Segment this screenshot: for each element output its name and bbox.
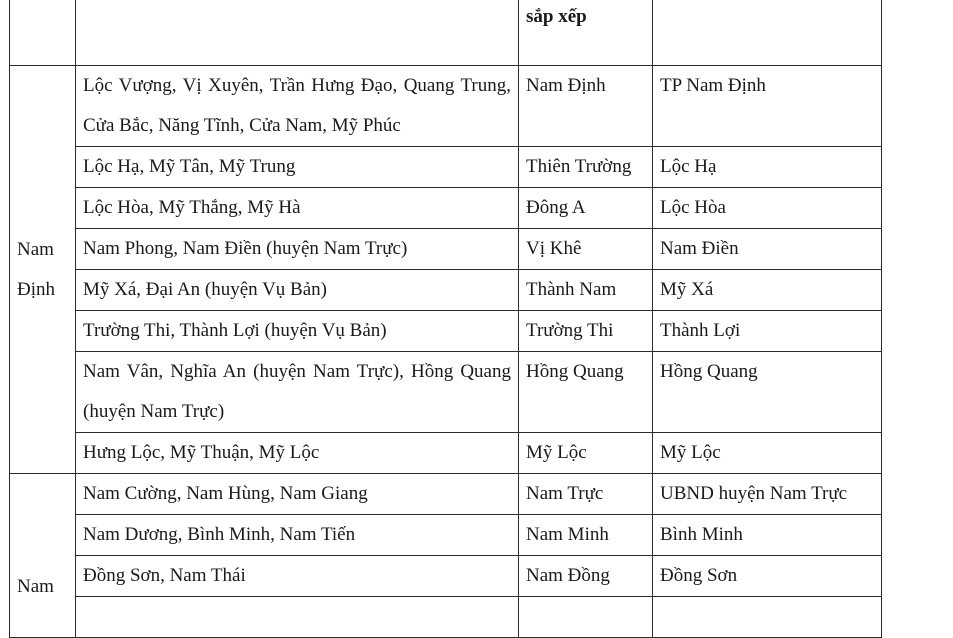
center-cell: UBND huyện Nam Trực: [653, 474, 882, 515]
table-row: [10, 556, 882, 597]
center-cell: Nam Điền: [653, 229, 882, 270]
new-unit-cell: Thiên Trường: [519, 147, 653, 188]
new-unit-cell: Nam Minh: [519, 515, 653, 556]
merged-units-cell: Trường Thi, Thành Lợi (huyện Vụ Bản): [76, 311, 519, 352]
merged-units-cell: Đồng Sơn, Nam Thái: [76, 556, 519, 597]
center-cell: Mỹ Lộc: [653, 433, 882, 474]
center-cell: Bình Minh: [653, 515, 882, 556]
merged-units-cell: [76, 597, 519, 638]
new-unit-cell: Thành Nam: [519, 270, 653, 311]
new-unit-cell: Nam Trực: [519, 474, 653, 515]
center-cell: Hồng Quang: [653, 352, 882, 433]
new-unit-cell: Trường Thi: [519, 311, 653, 352]
new-unit-cell: Nam Đồng: [519, 556, 653, 597]
header-sort-text: sắp xếp: [526, 6, 587, 27]
merged-units-cell: Hưng Lộc, Mỹ Thuận, Mỹ Lộc: [76, 433, 519, 474]
table-row: [10, 474, 882, 515]
header-cell-merged: [76, 0, 519, 66]
province-name: Nam Định: [17, 238, 55, 300]
center-cell: Lộc Hạ: [653, 147, 882, 188]
center-cell: Đồng Sơn: [653, 556, 882, 597]
table-row: [10, 597, 882, 638]
header-cell-sort: [519, 0, 653, 66]
table-row: [10, 270, 882, 311]
table-row: [10, 66, 882, 147]
province-cell: [10, 474, 76, 638]
province-cell: [10, 66, 76, 474]
merged-units-cell: Nam Cường, Nam Hùng, Nam Giang: [76, 474, 519, 515]
new-unit-cell: Đông A: [519, 188, 653, 229]
merged-units-cell: Mỹ Xá, Đại An (huyện Vụ Bản): [76, 270, 519, 311]
new-unit-cell: [519, 597, 653, 638]
merged-units-cell: Lộc Hạ, Mỹ Tân, Mỹ Trung: [76, 147, 519, 188]
center-cell: Mỹ Xá: [653, 270, 882, 311]
table-header-row: [10, 0, 882, 66]
table-row: [10, 433, 882, 474]
new-unit-cell: Nam Định: [519, 66, 653, 147]
table-row: [10, 352, 882, 433]
header-cell-center: [653, 0, 882, 66]
new-unit-cell: Mỹ Lộc: [519, 433, 653, 474]
center-cell: TP Nam Định: [653, 66, 882, 147]
table-row: [10, 229, 882, 270]
center-cell: [653, 597, 882, 638]
header-cell-province: [10, 0, 76, 66]
merged-units-cell: Nam Vân, Nghĩa An (huyện Nam Trực), Hồng Quang (huyện Nam Trực): [76, 352, 519, 433]
new-unit-cell: Vị Khê: [519, 229, 653, 270]
table-row: [10, 147, 882, 188]
merged-units-cell: Nam Dương, Bình Minh, Nam Tiến: [76, 515, 519, 556]
new-unit-cell: Hồng Quang: [519, 352, 653, 433]
merged-units-cell: Nam Phong, Nam Điền (huyện Nam Trực): [76, 229, 519, 270]
province-name: Nam: [17, 576, 54, 597]
merged-units-cell: Lộc Vượng, Vị Xuyên, Trần Hưng Đạo, Quang Trung, Cửa Bắc, Năng Tĩnh, Cửa Nam, Mỹ Phúc: [76, 66, 519, 147]
table-row: [10, 311, 882, 352]
table-row: [10, 515, 882, 556]
center-cell: Lộc Hòa: [653, 188, 882, 229]
merged-units-cell: Lộc Hòa, Mỹ Thắng, Mỹ Hà: [76, 188, 519, 229]
center-cell: Thành Lợi: [653, 311, 882, 352]
table-row: [10, 188, 882, 229]
merger-table: [9, 0, 882, 638]
